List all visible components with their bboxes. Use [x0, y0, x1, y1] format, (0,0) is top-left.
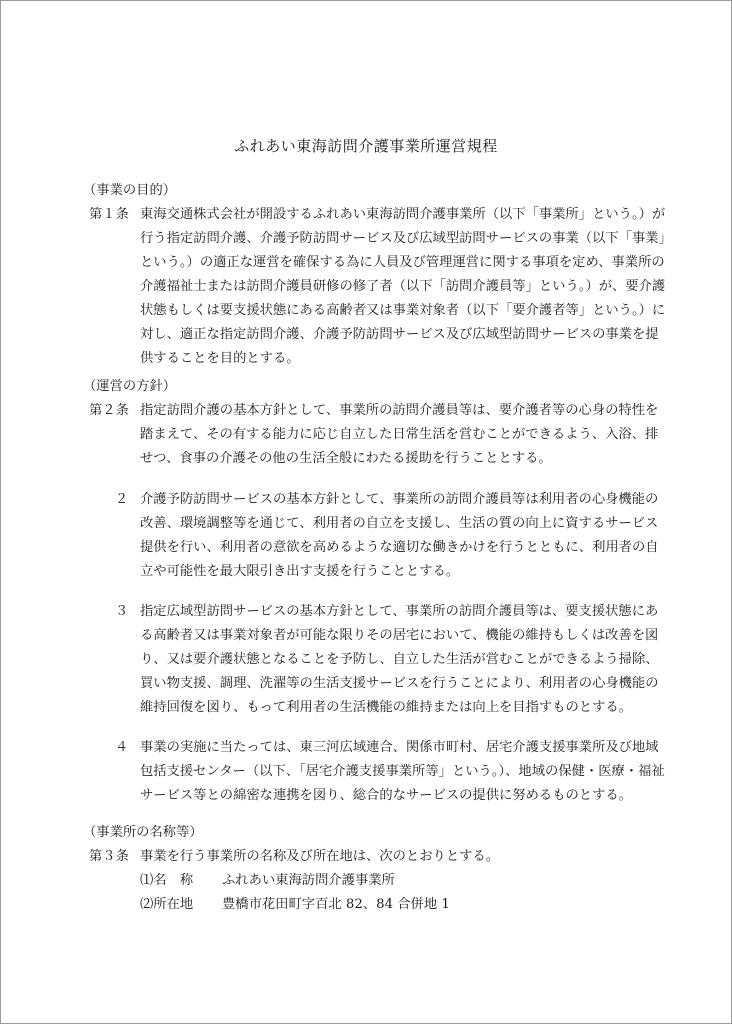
text-line: 行う指定訪問介護、介護予防訪問サービス及び広域型訪問サービスの事業（以下「事業」: [140, 231, 672, 246]
document-title: ふれあい東海訪問介護事業所運営規程: [234, 137, 498, 155]
text-line: 改善、環境調整等を通じて、利用者の自立を支援し、生活の質の向上に資するサービス: [140, 516, 659, 531]
article-label-3: 第３条: [89, 849, 129, 864]
paragraph-number-4: ４: [115, 740, 129, 755]
list-item-name: [140, 869, 395, 893]
text-line: 包括支援センター（以下、「居宅介護支援事業所等」という。）、地域の保健・医療・福祉: [140, 764, 665, 779]
paragraph-number-3: ３: [115, 604, 129, 619]
article-label-1: 第１条: [89, 207, 129, 222]
text-line: 指定広域型訪問サービスの基本方針として、事業所の訪問介護員等は、要支援状態にあ: [140, 604, 659, 619]
text-line: せつ、食事の介護その他の生活全般にわたる援助を行うこととする。: [140, 451, 552, 466]
item-value: ふれあい東海訪問介護事業所: [222, 873, 395, 888]
article-2-paragraph-3: [140, 600, 659, 720]
text-line: る高齢者又は事業対象者が可能な限りその居宅において、機能の維持もしくは改善を図: [140, 628, 659, 643]
section-heading-policy: （運営の方針）: [83, 379, 177, 394]
text-line: という。）の適正な運営を確保する為に人員及び管理運営に関する事項を定め、事業所の: [140, 255, 665, 270]
article-3-body: [140, 845, 650, 869]
text-line: 買い物支援、調理、洗濯等の生活支援サービスを行うことにより、利用者の心身機能の: [140, 676, 659, 691]
article-label-2: 第２条: [89, 403, 129, 418]
text-line: 指定訪問介護の基本方針として、事業所の訪問介護員等は、要介護者等の心身の特性を: [140, 403, 659, 418]
text-line: 状態もしくは要支援状態にある高齢者又は事業対象者（以下「要介護者等」という。）に: [140, 303, 666, 318]
text-line: 事業の実施に当たっては、東三河広域連合、関係市町村、居宅介護支援事業所及び地域: [140, 740, 659, 755]
text-line: 対し、適正な指定訪問介護、介護予防訪問サービス及び広域型訪問サービスの事業を提: [140, 327, 659, 342]
paragraph-number-2: ２: [115, 492, 129, 507]
text-line: 踏まえて、その有する能力に応じ自立した日常生活を営むことができるよう、入浴、排: [140, 427, 659, 442]
item-key: ⑴名 称: [140, 873, 194, 888]
text-line: 立や可能性を最大限引き出す支援を行うこととする。: [140, 564, 460, 579]
text-line: 介護予防訪問サービスの基本方針として、事業所の訪問介護員等は利用者の心身機能の: [140, 492, 659, 507]
text-line: 維持回復を図り、もって利用者の生活機能の維持または向上を目指すものとする。: [140, 700, 632, 715]
text-line: 介護福祉士または訪問介護員研修の修了者（以下「訪問介護員等」という。）が、要介護: [140, 279, 666, 294]
item-value: 豊橋市花田町字百北 82、84 合併地 1: [222, 897, 450, 912]
list-item-address: [140, 893, 450, 917]
text-line: 供することを目的とする。: [140, 351, 300, 366]
article-2-paragraph-2: [140, 488, 659, 584]
text-line: サービス等との綿密な連携を図り、総合的なサービスの提供に努めるものとする。: [140, 788, 632, 803]
article-1-body: [140, 203, 672, 371]
item-key: ⑵所在地: [140, 897, 194, 912]
text-line: り、又は要介護状態となることを予防し、自立した生活が営むことができるよう掃除、: [140, 652, 659, 667]
article-2-body: [140, 399, 659, 471]
section-heading-name: （事業所の名称等）: [83, 825, 203, 840]
section-heading-purpose: （事業の目的）: [83, 183, 177, 198]
text-line: 東海交通株式会社が開設するふれあい東海訪問介護事業所（以下「事業所」という。）が: [140, 207, 666, 222]
text-line: 事業を行う事業所の名称及び所在地は、次のとおりとする。: [140, 849, 500, 864]
article-2-paragraph-4: [140, 736, 665, 808]
text-line: 提供を行い、利用者の意欲を高めるような適切な働きかけを行うとともに、利用者の自: [140, 540, 659, 555]
